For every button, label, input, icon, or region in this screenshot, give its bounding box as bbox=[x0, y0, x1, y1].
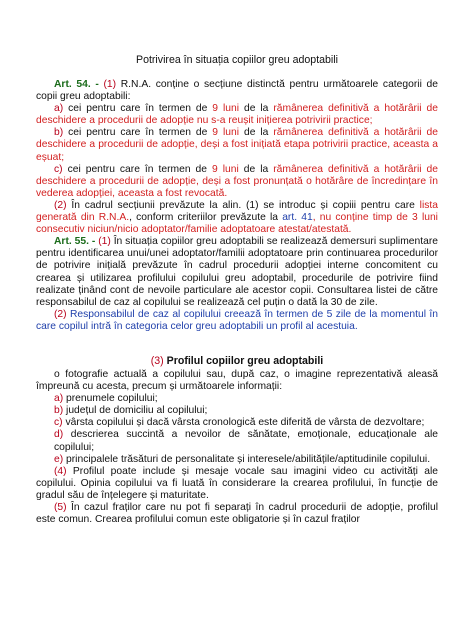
section3-paragraph-5 bbox=[36, 502, 438, 526]
art55-paragraph-2 bbox=[36, 309, 438, 333]
art54-b-pre: cei pentru care în termen de bbox=[68, 127, 208, 139]
art54-p2-number: (2) bbox=[54, 199, 67, 211]
art54-p2-pre: În cadrul secțiunii prevăzute la alin. (1) se introduc și copiii pentru care bbox=[71, 199, 415, 211]
section3-items bbox=[36, 393, 438, 466]
art54-c-mid: de la bbox=[243, 163, 269, 175]
art54-paragraph-2 bbox=[36, 200, 438, 236]
item-e-text: principalele trăsături de personalitate și interesele/abilitățile/aptitudinile copilului. bbox=[66, 453, 431, 465]
item-c-label: c) bbox=[54, 417, 63, 429]
art54-label: Art. 54. - bbox=[54, 79, 99, 90]
art54-c-term: 9 luni bbox=[212, 163, 239, 175]
art54-b-label: b) bbox=[54, 127, 64, 139]
section3-number: (3) bbox=[150, 354, 164, 367]
art54-p2-mid: , conform criteriilor prevăzute la bbox=[129, 212, 278, 224]
p4-number: (4) bbox=[54, 465, 67, 477]
art54-a-term: 9 luni bbox=[212, 103, 240, 115]
item-d-text: descrierea succintă a nevoilor de sănătate, emoționale, educaționale ale copilului; bbox=[54, 429, 438, 453]
list-item bbox=[36, 454, 438, 466]
art54-p2-end: , nu conține timp de 3 luni consecutiv niciun/nicio adoptator/familie adoptatoare atestat/atestată. bbox=[36, 212, 438, 236]
art54-c-pre: cei pentru care în termen de bbox=[67, 163, 207, 175]
art54-a-pre: cei pentru care în termen de bbox=[68, 103, 208, 115]
art54-b-term: 9 luni bbox=[212, 127, 240, 139]
art54-item-a bbox=[36, 103, 438, 127]
item-a-text: prenumele copilului; bbox=[66, 393, 158, 405]
art55-p1-text: În situația copiilor greu adoptabili se realizează demersuri suplimentare pentru identificarea unui/unei adoptator/familii adoptatoare prin continuarea procedurilor de potrivire inițială prevăzute în cadrul procedurii adopției interne concomitent cu crearea și utilizarea profilului copilului greu adoptabil, procedurile de potrivire fiind realizate ținând cont de nevoile particulare ale acestor copii. Consultarea listei de către responsabilul de caz al copilului se realizează cel puțin o dată la 30 de zile. bbox=[36, 236, 438, 308]
art54-c-label: c) bbox=[54, 163, 63, 175]
list-item bbox=[36, 417, 438, 429]
section3-title: Profilul copiilor greu adoptabili bbox=[166, 354, 324, 367]
p4-text: Profilul poate include și mesaje vocale sau imagini video cu activități ale copilului. Opinia copilului va fi luată în considerare la crearea profilului, în funcție de gradul său de înțelegere și maturitate. bbox=[36, 465, 438, 501]
item-a-label: a) bbox=[54, 393, 64, 405]
art54-c-highlight: rămânerea definitivă a hotărârii de deschidere a procedurii de adopție, deși a fost pronunțată o hotărâre de încredințare în vederea adopției, aceasta a fost revocată. bbox=[36, 163, 438, 199]
item-c-text: vârsta copilului și dacă vârsta cronologică este diferită de vârsta de dezvoltare; bbox=[65, 417, 425, 429]
list-item bbox=[36, 429, 438, 453]
document-title: Potrivirea în situația copiilor greu adoptabili bbox=[136, 54, 338, 66]
art55-label: Art. 55. - bbox=[54, 236, 96, 248]
section3-heading bbox=[36, 355, 438, 368]
art54-p2-list: lista generată din R.N.A. bbox=[36, 199, 438, 224]
art54-p1-text: R.N.A. conține o secțiune distinctă pentru următoarele categorii de copii greu adoptabili: bbox=[36, 79, 438, 103]
art55-paragraph-1 bbox=[36, 236, 438, 309]
item-b-label: b) bbox=[54, 405, 64, 417]
art55-p2-text: Responsabilul de caz al copilului creează în termen de 5 zile de la momentul în care copilul intră în categoria celor greu adoptabili un profil al acestuia. bbox=[36, 308, 438, 332]
item-e-label: e) bbox=[54, 453, 64, 465]
section-gap bbox=[36, 333, 438, 355]
list-item bbox=[36, 405, 438, 417]
item-b-text: județul de domiciliu al copilului; bbox=[66, 405, 208, 417]
item-d-label: d) bbox=[54, 429, 64, 441]
art41-link[interactable]: art. 41 bbox=[282, 212, 313, 224]
art54-a-highlight: rămânerea definitivă a hotărârii de deschidere a procedurii de adopție nu s-a reușit inițierea potrivirii practice; bbox=[36, 103, 438, 127]
p5-number: (5) bbox=[54, 502, 67, 513]
art54-a-label: a) bbox=[54, 103, 64, 115]
art54-p1-number: (1) bbox=[103, 79, 117, 90]
list-item bbox=[36, 393, 438, 405]
section3-paragraph-4 bbox=[36, 466, 438, 502]
art54-b-mid: de la bbox=[243, 127, 269, 139]
section3-intro: o fotografie actuală a copilului sau, după caz, o imagine reprezentativă aleasă împreună cu acesta, precum și următoarele informații: bbox=[36, 368, 438, 393]
art54-item-c bbox=[36, 164, 438, 200]
art54-a-mid: de la bbox=[243, 103, 269, 115]
art54-b-highlight: rămânerea definitivă a hotărârii de deschidere a procedurii de adopție, deși a fost inițiată etapa potrivirii practice, aceasta a eșuat; bbox=[36, 127, 438, 163]
art54-paragraph-1 bbox=[36, 79, 438, 103]
art55-p2-number: (2) bbox=[54, 308, 67, 320]
art55-p1-number: (1) bbox=[98, 236, 111, 248]
p5-text: În cazul fraților care nu pot fi separați în cadrul procedurii de adopție, profilul este comun. Crearea profilului comun este obligatorie și în cazul fraților bbox=[36, 502, 438, 526]
art54-item-b bbox=[36, 127, 438, 163]
